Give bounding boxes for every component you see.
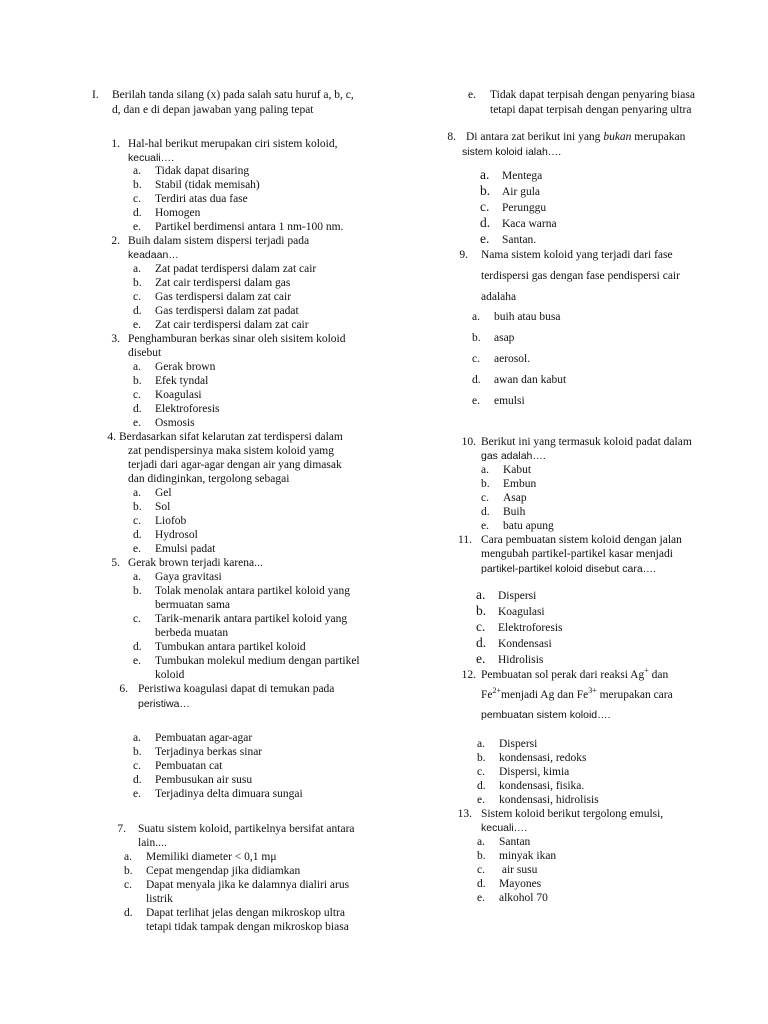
question-3-stem-2: disebut <box>128 347 162 359</box>
question-5-option-d[interactable]: d. Tumbukan antara partikel koloid <box>133 641 306 653</box>
question-7-option-a[interactable]: a. Memiliki diameter < 0,1 mμ <box>124 851 277 863</box>
instruction-line-2: d, dan e di depan jawaban yang paling tepat <box>112 104 314 116</box>
question-7-option-e[interactable]: e. Tidak dapat terpisah dengan penyaring biasa <box>468 89 695 101</box>
question-13-number: 13. <box>457 808 472 820</box>
question-2-number: 2. <box>111 235 120 247</box>
question-7-option-c[interactable]: c. Dapat menyala jika ke dalamnya dialiri arus <box>124 879 350 891</box>
question-4-stem-4: dan didinginkan, tergolong sebagai <box>128 473 290 485</box>
question-7-option-c-cont: listrik <box>146 893 173 905</box>
question-5-option-b[interactable]: b. Tolak menolak antara partikel koloid yang <box>133 585 350 597</box>
question-12-number: 12. <box>461 669 476 681</box>
question-12-stem: Pembuatan sol perak dari reaksi Ag+ dan <box>481 666 669 681</box>
question-13-option-c[interactable]: c. air susu <box>477 864 538 876</box>
question-2-stem: Buih dalam sistem dispersi terjadi pada <box>128 235 310 247</box>
question-8-number: 8. <box>447 131 456 143</box>
question-2-option-c[interactable]: c. Gas terdispersi dalam zat cair <box>133 291 292 303</box>
question-4-number: 4. <box>107 431 116 443</box>
question-9-option-b[interactable]: b. asap <box>472 332 515 344</box>
question-2-option-a[interactable]: a. Zat padat terdispersi dalam zat cair <box>133 263 317 275</box>
question-6-option-a[interactable]: a. Pembuatan agar-agar <box>133 732 253 744</box>
question-13-option-e[interactable]: e. alkohol 70 <box>477 892 548 904</box>
question-2-option-d[interactable]: d. Gas terdispersi dalam zat padat <box>133 305 299 317</box>
question-1-option-c[interactable]: c. Terdiri atas dua fase <box>133 193 248 205</box>
question-6-option-d[interactable]: d. Pembusukan air susu <box>133 774 253 786</box>
question-12-option-c[interactable]: c. Dispersi, kimia <box>477 766 570 778</box>
question-9-number: 9. <box>459 249 468 261</box>
question-10-option-d[interactable]: d. Buih <box>481 506 526 518</box>
question-1-stem: Hal-hal berikut merupakan ciri sistem koloid, <box>128 138 338 150</box>
question-8-option-d[interactable]: d. Kaca warna <box>480 215 557 230</box>
question-3-option-e[interactable]: e. Osmosis <box>133 417 195 429</box>
question-8-option-b[interactable]: b. Air gula <box>480 183 541 198</box>
question-3-number: 3. <box>111 333 120 345</box>
question-12-option-e[interactable]: e. kondensasi, hidrolisis <box>477 794 599 806</box>
question-2-stem-2: keadaan… <box>128 249 179 261</box>
question-1-option-a[interactable]: a. Tidak dapat disaring <box>133 165 250 177</box>
question-8-stem: Di antara zat berikut ini yang bukan merupakan <box>466 131 686 143</box>
question-10-stem-2: gas adalah…. <box>481 450 546 462</box>
question-10-number: 10. <box>461 436 476 448</box>
question-11-option-b[interactable]: b. Koagulasi <box>476 603 545 618</box>
question-7-option-e-cont: tetapi dapat terpisah dengan penyaring ultra <box>490 104 692 116</box>
question-7-option-d[interactable]: d. Dapat terlihat jelas dengan mikroskop ultra <box>124 907 345 919</box>
question-9-option-a[interactable]: a. buih atau busa <box>472 311 561 323</box>
question-10-option-c[interactable]: c. Asap <box>481 492 527 504</box>
question-4-option-c[interactable]: c. Liofob <box>133 515 187 527</box>
question-11-option-c[interactable]: c. Elektroforesis <box>476 619 563 634</box>
question-6-option-c[interactable]: c. Pembuatan cat <box>133 760 223 772</box>
question-6-stem-2: peristiwa… <box>138 698 190 710</box>
question-13-option-b[interactable]: b. minyak ikan <box>477 850 557 862</box>
question-12-stem-2: $Fe^{2+}menjadi$ Ag dan $Fe^{3+}$ merupakan cara <box>481 686 673 701</box>
instruction-line-1: Berilah tanda silang (x) pada salah satu huruf a, b, c, <box>112 89 354 101</box>
question-9-option-d[interactable]: d. awan dan kabut <box>472 374 567 386</box>
question-5-option-e[interactable]: e. Tumbukan molekul medium dengan partikel <box>133 655 360 667</box>
question-7-number: 7. <box>117 823 126 835</box>
question-12-stem-3: pembuatan sistem koloid…. <box>481 709 611 721</box>
question-8-stem-2: sistem koloid ialah…. <box>462 146 562 158</box>
question-4-stem-2: zat pendispersinya maka sistem koloid yamg <box>128 445 334 457</box>
question-13-option-d[interactable]: d. Mayones <box>477 878 542 890</box>
question-13-option-a[interactable]: a. Santan <box>477 836 531 848</box>
question-5-option-c[interactable]: c. Tarik-menarik antara partikel koloid yang <box>133 613 348 625</box>
question-7-stem-2: lain.... <box>138 837 167 849</box>
question-1-number: 1. <box>111 138 120 150</box>
question-7-stem: Suatu sistem koloid, partikelnya bersifat antara <box>138 823 355 835</box>
question-11-option-a[interactable]: a. Dispersi <box>476 587 537 602</box>
question-5-option-b-cont: bermuatan sama <box>155 599 231 611</box>
question-6-stem: Peristiwa koagulasi dapat di temukan pada <box>138 683 335 695</box>
question-9-option-e[interactable]: e. emulsi <box>472 395 525 407</box>
question-1-stem-2: kecuali…. <box>128 152 175 164</box>
question-5-option-e-cont: koloid <box>155 669 185 681</box>
question-1-option-e[interactable]: e. Partikel berdimensi antara 1 nm-100 nm. <box>133 221 344 233</box>
question-4-stem: Berdasarkan sifat kelarutan zat terdispersi dalam <box>119 431 343 443</box>
question-2-option-b[interactable]: b. Zat cair terdispersi dalam gas <box>133 277 291 289</box>
question-10-stem: Berikut ini yang termasuk koloid padat dalam <box>481 436 692 448</box>
question-5-number: 5. <box>111 557 120 569</box>
question-1-option-d[interactable]: d. Homogen <box>133 207 201 219</box>
question-7-option-d-cont: tetapi tidak tampak dengan mikroskop biasa <box>146 921 349 933</box>
question-4-option-e[interactable]: e. Emulsi padat <box>133 543 216 555</box>
question-11-stem-2: mengubah partikel-partikel kasar menjadi <box>481 548 673 560</box>
question-9-stem-3: adalaha <box>481 291 517 303</box>
question-6-option-b[interactable]: b. Terjadinya berkas sinar <box>133 746 263 758</box>
question-11-stem-3: partikel-partikel koloid disebut cara…. <box>481 563 657 575</box>
question-9-option-c[interactable]: c. aerosol. <box>472 353 531 365</box>
question-11-stem: Cara pembuatan sistem koloid dengan jalan <box>481 534 682 546</box>
question-3-option-b[interactable]: b. Efek tyndal <box>133 375 209 387</box>
question-4-option-d[interactable]: d. Hydrosol <box>133 529 198 541</box>
question-7-option-b[interactable]: b. Cepat mengendap jika didiamkan <box>124 865 301 877</box>
question-13-stem: Sistem koloid berikut tergolong emulsi, <box>481 808 664 820</box>
question-2-option-e[interactable]: e. Zat cair terdispersi dalam zat cair <box>133 319 309 331</box>
question-9-stem: Nama sistem koloid yang terjadi dari fase <box>481 249 673 261</box>
question-4-stem-3: terjadi dari agar-agar dengan air yang dimasak <box>128 459 342 471</box>
question-5-option-a[interactable]: a. Gaya gravitasi <box>133 571 222 583</box>
question-4-option-a[interactable]: a. Gel <box>133 487 172 499</box>
question-3-option-d[interactable]: d. Elektroforesis <box>133 403 220 415</box>
question-11-option-d[interactable]: d. Kondensasi <box>476 635 552 650</box>
question-11-number: 11. <box>458 534 472 546</box>
question-3-stem: Penghamburan berkas sinar oleh sisitem koloid <box>128 333 346 345</box>
question-9-stem-2: terdispersi gas dengan fase pendispersi cair <box>481 270 680 282</box>
question-1-option-b[interactable]: b. Stabil (tidak memisah) <box>133 179 260 191</box>
question-8-option-e[interactable]: e. Santan. <box>480 231 537 246</box>
question-3-option-a[interactable]: a. Gerak brown <box>133 361 216 373</box>
instruction-number: I. <box>92 89 99 101</box>
question-3-option-c[interactable]: c. Koagulasi <box>133 389 202 401</box>
question-6-number: 6. <box>119 683 128 695</box>
question-8-option-a[interactable]: a. Mentega <box>480 167 543 182</box>
question-13-stem-2: kecuali…. <box>481 822 528 834</box>
question-12-option-d[interactable]: d. kondensasi, fisika. <box>477 780 585 792</box>
question-12-option-b[interactable]: b. kondensasi, redoks <box>477 752 587 764</box>
question-8-option-c[interactable]: c. Perunggu <box>480 199 547 214</box>
question-10-option-b[interactable]: b. Embun <box>481 478 537 490</box>
question-6-option-e[interactable]: e. Terjadinya delta dimuara sungai <box>133 788 303 800</box>
question-11-option-e[interactable]: e. Hidrolisis <box>476 651 544 666</box>
question-4-option-b[interactable]: b. Sol <box>133 501 171 513</box>
question-10-option-e[interactable]: e. batu apung <box>481 520 554 532</box>
question-5-option-c-cont: berbeda muatan <box>155 627 229 639</box>
question-10-option-a[interactable]: a. Kabut <box>481 464 532 476</box>
question-5-stem: Gerak brown terjadi karena... <box>128 557 263 569</box>
question-12-option-a[interactable]: a. Dispersi <box>477 738 538 750</box>
